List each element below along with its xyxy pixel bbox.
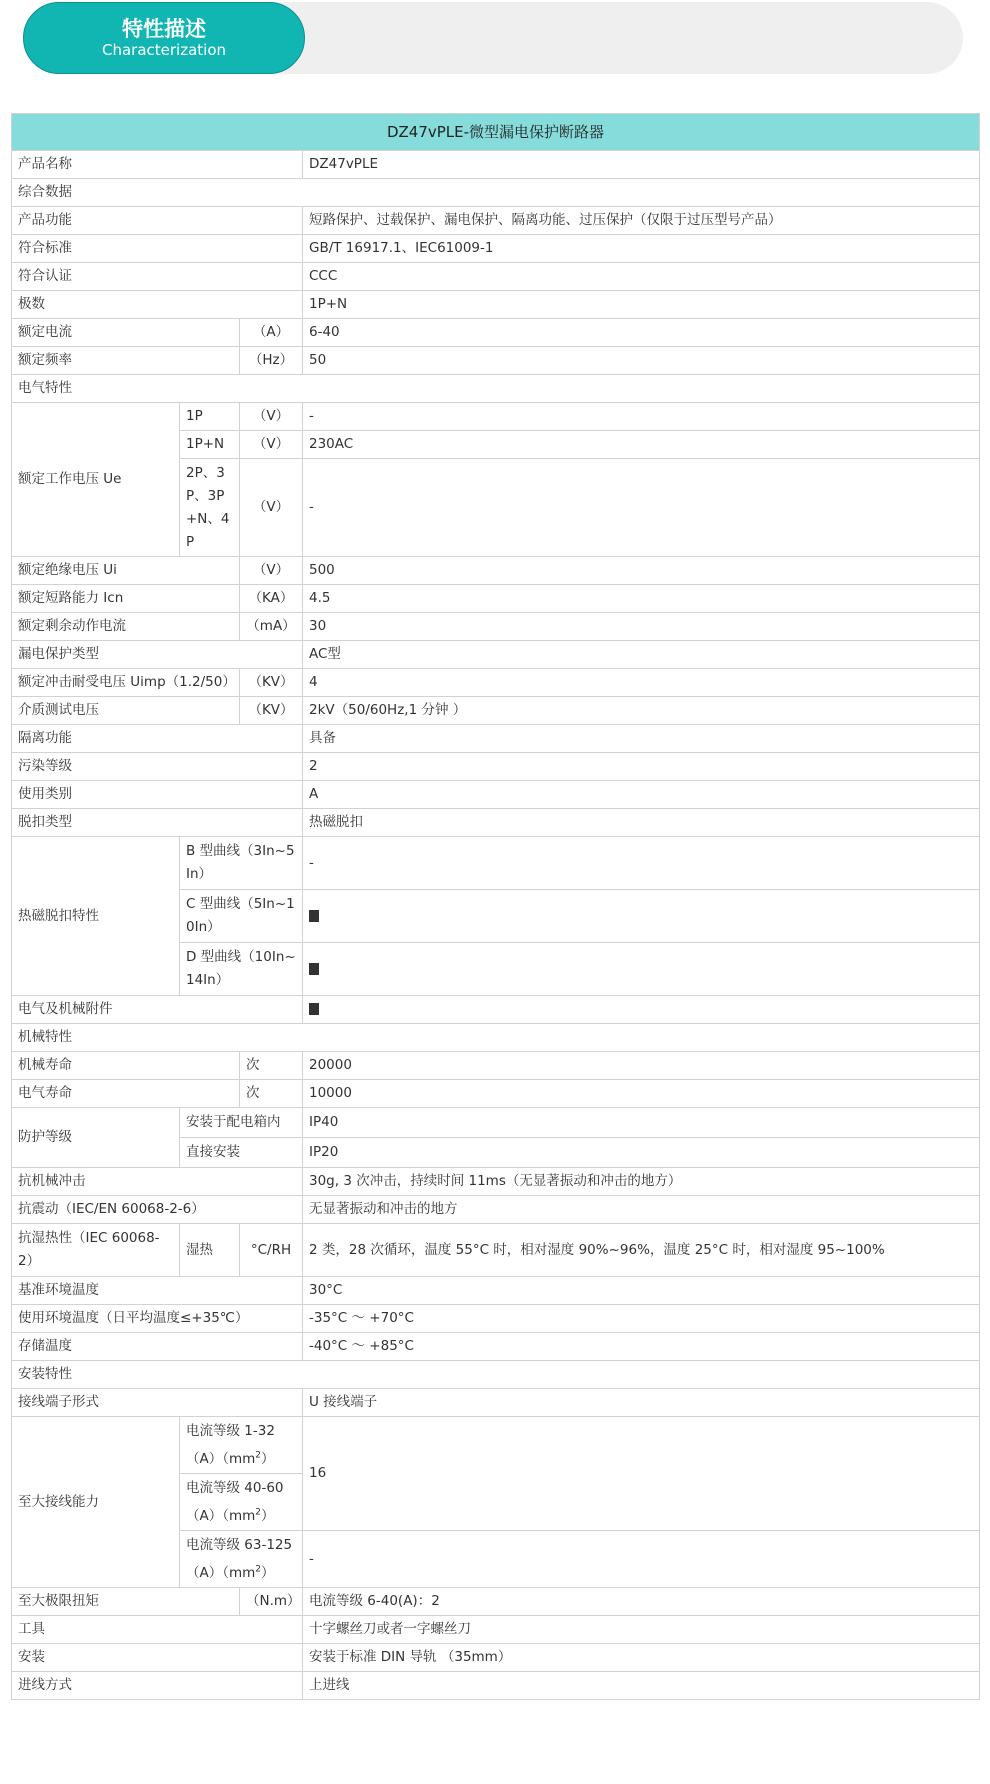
spec-table [11, 113, 980, 1700]
wiring-unit-text: （A）（mm [186, 1508, 256, 1524]
row-label: 电气及机械附件 [12, 996, 303, 1024]
row-unit: 次 [240, 1052, 303, 1080]
row-sub-label: 安装于配电箱内 [180, 1108, 303, 1138]
row-value: 10000 [303, 1080, 980, 1108]
row-value: U 接线端子 [303, 1389, 980, 1417]
row-value [303, 943, 980, 996]
row-label: 产品功能 [12, 207, 303, 235]
superscript: 2 [255, 1507, 262, 1518]
table-row [12, 1616, 980, 1644]
row-value: 500 [303, 557, 980, 585]
row-value: 30°C [303, 1277, 980, 1305]
row-value: AC型 [303, 641, 980, 669]
row-label: 热磁脱扣特性 [12, 837, 180, 996]
table-row [12, 1305, 980, 1333]
table-row [12, 1389, 980, 1417]
row-value: 热磁脱扣 [303, 809, 980, 837]
row-value: 30g, 3 次冲击，持续时间 11ms（无显著振动和冲击的地方） [303, 1168, 980, 1196]
wiring-grade-text: 电流等级 63-125 [186, 1537, 293, 1553]
table-row [12, 641, 980, 669]
row-label: 安装 [12, 1644, 303, 1672]
row-label: 额定短路能力 Icn [12, 585, 240, 613]
table-row [12, 403, 980, 431]
row-sub-label [180, 1531, 303, 1588]
row-value: IP20 [303, 1138, 980, 1168]
section-label: 安装特性 [12, 1361, 980, 1389]
row-sub-label: 湿热 [180, 1224, 240, 1277]
row-value: 20000 [303, 1052, 980, 1080]
section-label: 机械特性 [12, 1024, 980, 1052]
wiring-unit-close: ） [261, 1508, 275, 1524]
wiring-unit-close: ） [261, 1565, 275, 1581]
header-title-en: Characterization [101, 41, 227, 59]
row-label: 抗机械冲击 [12, 1168, 303, 1196]
row-value: CCC [303, 263, 980, 291]
section-label: 综合数据 [12, 179, 980, 207]
table-row [12, 1644, 980, 1672]
row-sub-label [180, 1474, 303, 1531]
table-row [12, 1224, 980, 1277]
wiring-grade-text: 电流等级 1-32 [186, 1423, 275, 1439]
row-value: GB/T 16917.1、IEC61009-1 [303, 235, 980, 263]
row-label: 漏电保护类型 [12, 641, 303, 669]
filled-square-icon [309, 1003, 319, 1015]
wiring-unit-text: （A）（mm [186, 1565, 256, 1581]
row-value: - [303, 403, 980, 431]
row-value [303, 996, 980, 1024]
row-unit: （KV） [240, 669, 303, 697]
row-label: 进线方式 [12, 1672, 303, 1700]
row-label: 符合标准 [12, 235, 303, 263]
row-sub-label: 直接安装 [180, 1138, 303, 1168]
row-value: - [303, 837, 980, 890]
row-label: 隔离功能 [12, 725, 303, 753]
row-label: 产品名称 [12, 151, 303, 179]
row-label: 存储温度 [12, 1333, 303, 1361]
row-unit: （V） [240, 431, 303, 459]
row-value: 2 [303, 753, 980, 781]
row-value: 十字螺丝刀或者一字螺丝刀 [303, 1616, 980, 1644]
table-row [12, 319, 980, 347]
row-label: 机械寿命 [12, 1052, 240, 1080]
row-unit: （KV） [240, 697, 303, 725]
table-row [12, 1277, 980, 1305]
table-row [12, 1168, 980, 1196]
row-value: DZ47vPLE [303, 151, 980, 179]
table-row [12, 585, 980, 613]
row-sub-label: 2P、3P、3P+N、4P [180, 459, 240, 557]
row-value: 4.5 [303, 585, 980, 613]
row-unit: （mA） [240, 613, 303, 641]
row-label: 介质测试电压 [12, 697, 240, 725]
row-label: 污染等级 [12, 753, 303, 781]
wiring-grade-text: 电流等级 40-60 [186, 1480, 284, 1496]
table-row [12, 207, 980, 235]
row-unit: （V） [240, 403, 303, 431]
row-value: 安装于标准 DIN 导轨 （35mm） [303, 1644, 980, 1672]
row-sub-label: 1P+N [180, 431, 240, 459]
row-label: 至大接线能力 [12, 1417, 180, 1588]
row-unit: （A） [240, 319, 303, 347]
header-title-cn: 特性描述 [122, 17, 206, 41]
row-value: 2 类，28 次循环，温度 55°C 时，相对湿度 90%~96%，温度 25°C 时，相对湿度 95~100% [303, 1224, 980, 1277]
row-label: 额定电流 [12, 319, 240, 347]
table-row [12, 753, 980, 781]
table-title: DZ47vPLE-微型漏电保护断路器 [12, 114, 980, 151]
row-sub-label [180, 1417, 303, 1474]
table-row [12, 1333, 980, 1361]
filled-square-icon [309, 963, 319, 975]
superscript: 2 [255, 1450, 262, 1461]
table-row [12, 1588, 980, 1616]
table-row [12, 725, 980, 753]
row-label: 极数 [12, 291, 303, 319]
row-unit: （KA） [240, 585, 303, 613]
section-row [12, 1024, 980, 1052]
row-label: 脱扣类型 [12, 809, 303, 837]
row-value: 无显著振动和冲击的地方 [303, 1196, 980, 1224]
table-row [12, 669, 980, 697]
row-unit: （V） [240, 557, 303, 585]
table-row [12, 347, 980, 375]
section-row [12, 1361, 980, 1389]
header-pill-tab [23, 2, 305, 74]
row-label: 抗湿热性（IEC 60068-2） [12, 1224, 180, 1277]
row-value: A [303, 781, 980, 809]
row-label: 使用环境温度（日平均温度≤+35℃） [12, 1305, 303, 1333]
row-label: 接线端子形式 [12, 1389, 303, 1417]
table-row [12, 1417, 980, 1474]
row-value: 16 [303, 1417, 980, 1531]
table-title-row [12, 114, 980, 151]
row-label: 额定冲击耐受电压 Uimp（1.2/50） [12, 669, 240, 697]
row-value: 30 [303, 613, 980, 641]
row-value: 6-40 [303, 319, 980, 347]
section-header [23, 2, 963, 74]
table-row [12, 837, 980, 890]
row-value: 50 [303, 347, 980, 375]
row-label: 符合认证 [12, 263, 303, 291]
section-row [12, 375, 980, 403]
table-row [12, 1080, 980, 1108]
row-value [303, 890, 980, 943]
row-value: IP40 [303, 1108, 980, 1138]
row-unit: （N.m） [240, 1588, 303, 1616]
row-unit: （V） [240, 459, 303, 557]
row-sub-label: B 型曲线（3In~5In） [180, 837, 303, 890]
table-row [12, 557, 980, 585]
row-unit: 次 [240, 1080, 303, 1108]
row-value: 上进线 [303, 1672, 980, 1700]
section-row [12, 179, 980, 207]
table-row [12, 781, 980, 809]
table-row [12, 263, 980, 291]
row-sub-label: C 型曲线（5In~10In） [180, 890, 303, 943]
table-row [12, 697, 980, 725]
row-value: -35°C ～ +70°C [303, 1305, 980, 1333]
row-value: - [303, 1531, 980, 1588]
row-label: 至大极限扭矩 [12, 1588, 240, 1616]
table-row [12, 235, 980, 263]
row-label: 防护等级 [12, 1108, 180, 1168]
wiring-unit-close: ） [261, 1451, 275, 1467]
table-row [12, 1196, 980, 1224]
row-sub-label: 1P [180, 403, 240, 431]
row-label: 使用类别 [12, 781, 303, 809]
row-label: 额定频率 [12, 347, 240, 375]
row-sub-label: D 型曲线（10In~14In） [180, 943, 303, 996]
table-row [12, 809, 980, 837]
row-value: - [303, 459, 980, 557]
row-value: 短路保护、过载保护、漏电保护、隔离功能、过压保护（仅限于过压型号产品） [303, 207, 980, 235]
filled-square-icon [309, 910, 319, 922]
row-value: 2kV（50/60Hz,1 分钟 ） [303, 697, 980, 725]
row-unit: （Hz） [240, 347, 303, 375]
row-value: 具备 [303, 725, 980, 753]
row-value: 电流等级 6-40(A)：2 [303, 1588, 980, 1616]
table-row [12, 151, 980, 179]
row-label: 工具 [12, 1616, 303, 1644]
row-label: 额定剩余动作电流 [12, 613, 240, 641]
section-label: 电气特性 [12, 375, 980, 403]
row-value: -40°C ～ +85°C [303, 1333, 980, 1361]
table-row [12, 291, 980, 319]
row-unit: °C/RH [240, 1224, 303, 1277]
row-value: 1P+N [303, 291, 980, 319]
table-row [12, 1052, 980, 1080]
row-label: 基准环境温度 [12, 1277, 303, 1305]
row-label: 额定工作电压 Ue [12, 403, 180, 557]
row-label: 抗震动（IEC/EN 60068-2-6） [12, 1196, 303, 1224]
row-value: 4 [303, 669, 980, 697]
row-label: 电气寿命 [12, 1080, 240, 1108]
table-row [12, 1108, 980, 1138]
superscript: 2 [255, 1564, 262, 1575]
wiring-unit-text: （A）（mm [186, 1451, 256, 1467]
table-row [12, 1672, 980, 1700]
table-row [12, 996, 980, 1024]
table-row [12, 613, 980, 641]
row-value: 230AC [303, 431, 980, 459]
row-label: 额定绝缘电压 Ui [12, 557, 240, 585]
